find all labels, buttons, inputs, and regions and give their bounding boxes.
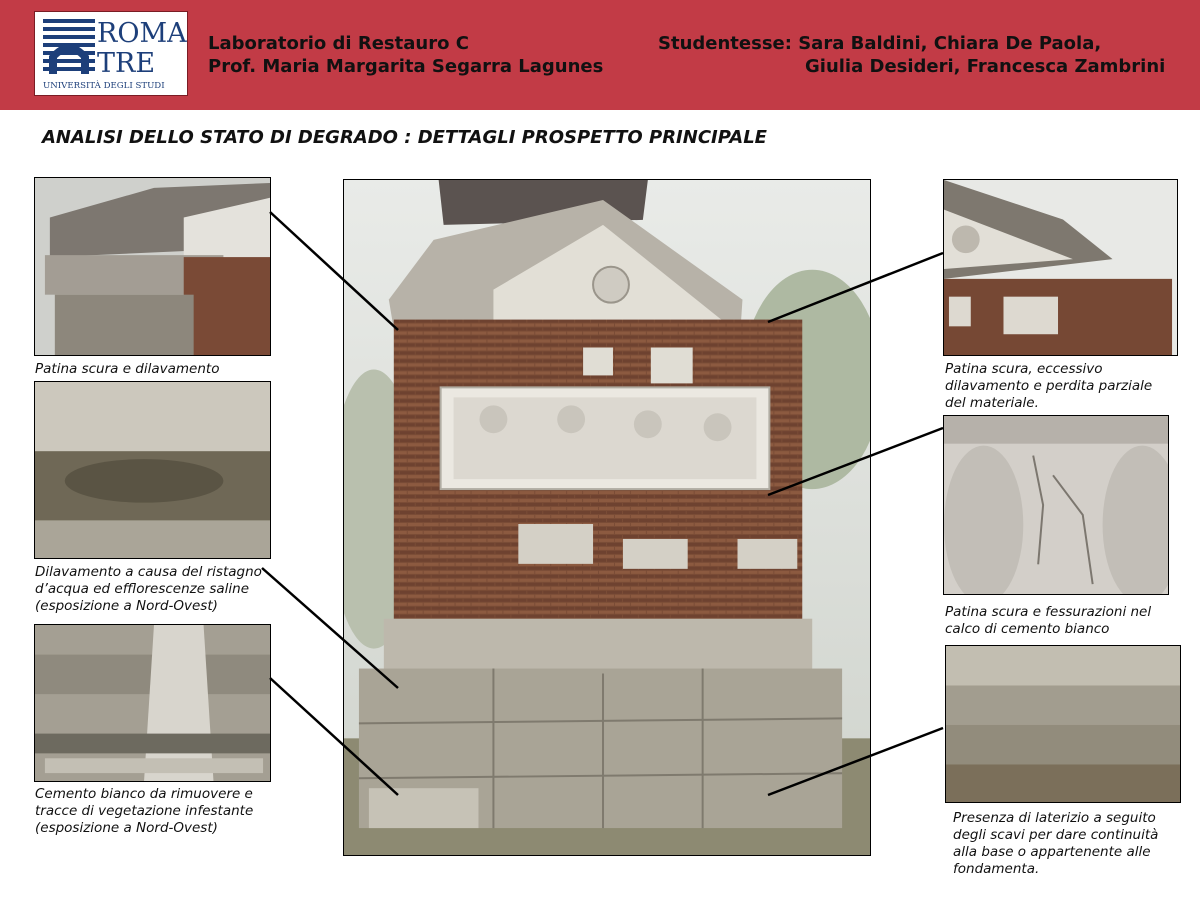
caption-right-2: Patina scura e fessurazioni nel calco di cemento bianco — [945, 604, 1152, 637]
detail-photo-relief-cracks — [943, 415, 1169, 595]
roma-tre-logo — [34, 11, 188, 96]
students-line-2: Giulia Desideri, Francesca Zambrini — [805, 56, 1166, 77]
course-title: Laboratorio di Restauro C — [208, 33, 469, 54]
logo-subtitle: UNIVERSITÀ DEGLI STUDI — [43, 81, 165, 91]
detail-photo-white-cement — [34, 624, 271, 782]
caption-left-1: Patina scura e dilavamento — [35, 361, 220, 377]
caption-left-3: Cemento bianco da rimuovere e tracce di vegetazione infestante (esposizione a Nord-Ovest) — [35, 786, 254, 836]
logo-line2: TRE — [97, 48, 156, 79]
main-monument-photo — [343, 179, 871, 856]
logo-line1: ROMA — [97, 18, 187, 49]
caption-left-2: Dilavamento a causa del ristagno d’acqua ed efflorescenze saline (esposizione a Nord-Ovest) — [35, 564, 262, 614]
header-banner — [0, 0, 1200, 110]
detail-photo-pediment-left — [34, 177, 271, 356]
page-title: ANALISI DELLO STATO DI DEGRADO : DETTAGLI PROSPETTO PRINCIPALE — [42, 127, 767, 148]
detail-photo-base-water — [34, 381, 271, 559]
professor-name: Prof. Maria Margarita Segarra Lagunes — [208, 56, 604, 77]
caption-right-3: Presenza di laterizio a seguito degli scavi per dare continuità alla base o appartenente alle fondamenta. — [953, 810, 1159, 877]
caption-right-1: Patina scura, eccessivo dilavamento e perdita parziale del materiale. — [945, 361, 1153, 411]
detail-photo-brick-base — [945, 645, 1181, 803]
students-line-1: Studentesse: Sara Baldini, Chiara De Paola, — [658, 33, 1102, 54]
detail-photo-pediment-right — [943, 179, 1178, 356]
